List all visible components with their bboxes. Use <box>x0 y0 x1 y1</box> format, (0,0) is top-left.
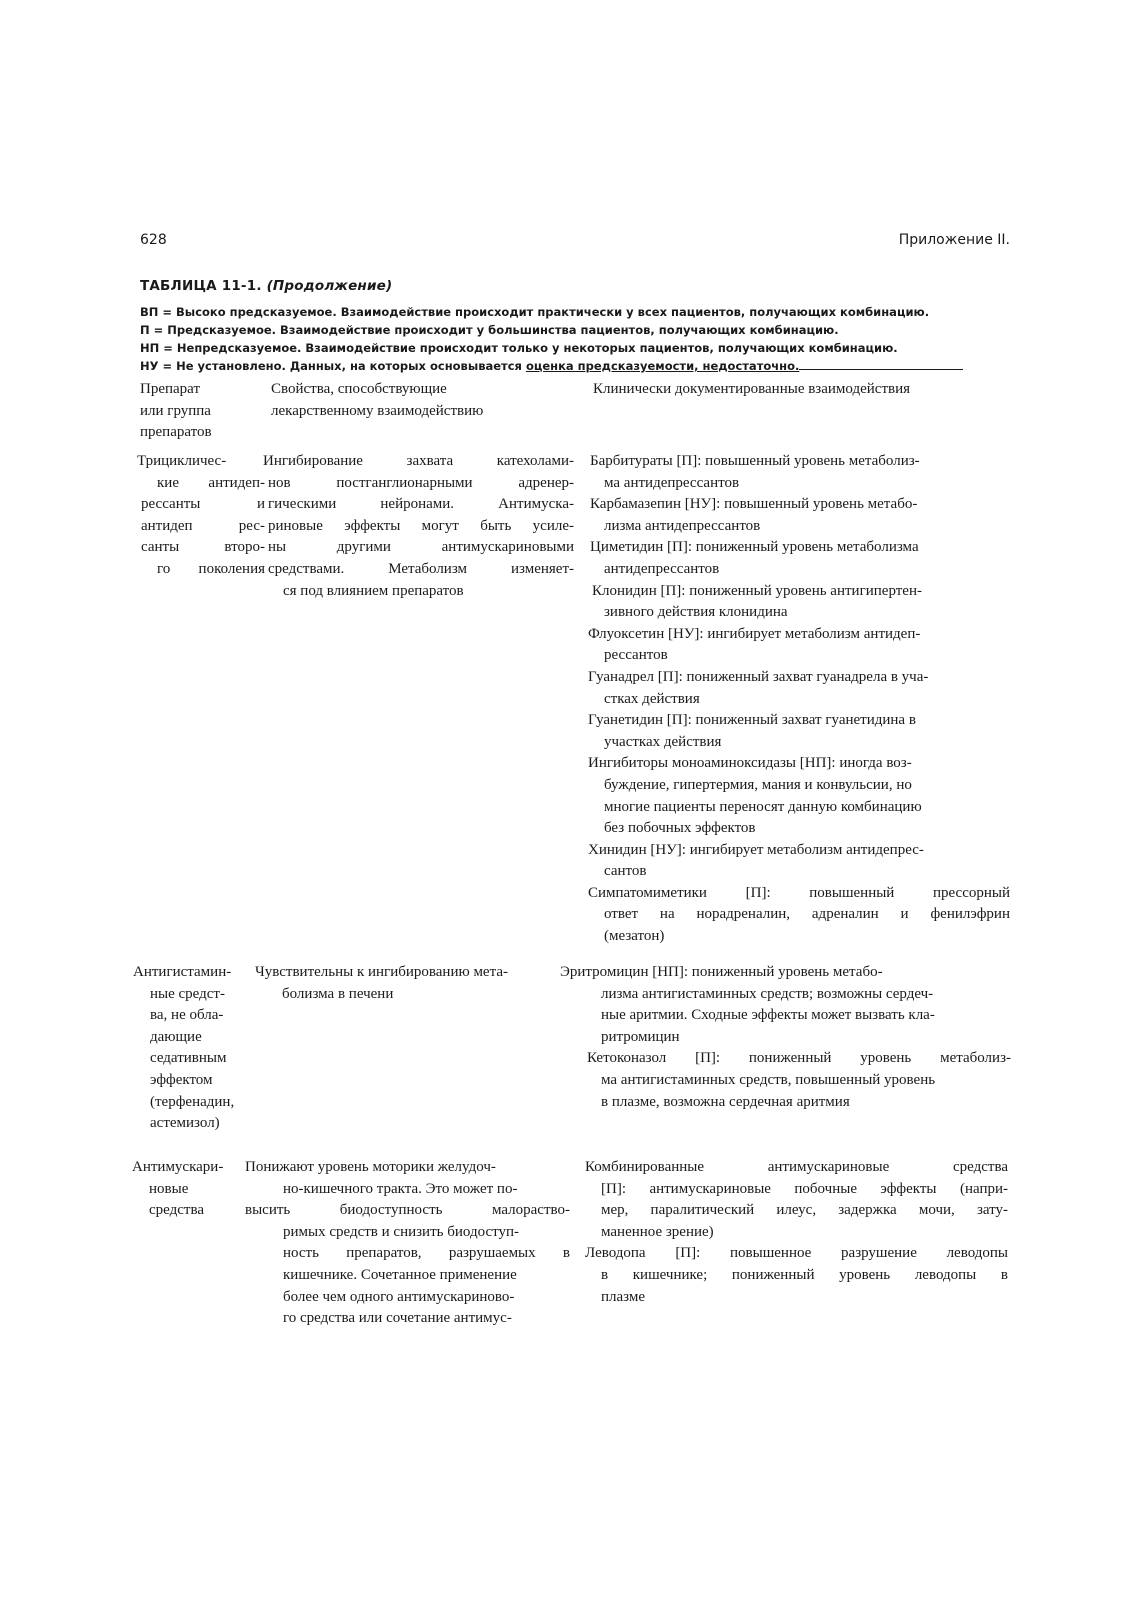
interaction-entry <box>588 451 1010 494</box>
column-header-drug <box>140 379 212 444</box>
interaction-line: в плазме, возможна сердечная аритмия <box>601 1093 850 1110</box>
row-3-interactions <box>585 1157 1008 1308</box>
interaction-line: стках действия <box>604 690 700 707</box>
column-header-interactions-line: Клинически документированные взаимодействия <box>593 381 911 397</box>
interaction-entry <box>588 624 1010 667</box>
props-line: риновые эффекты могут быть усиле- <box>268 517 574 534</box>
interaction-line: Хинидин [НУ]: ингибирует метаболизм антидепрес- <box>588 841 924 858</box>
props-line: римых средств и снизить биодоступ- <box>283 1223 520 1240</box>
row-2-drug <box>133 962 234 1135</box>
drug-line: антидеп рес- <box>141 517 265 534</box>
props-line: ся под влиянием препаратов <box>283 582 464 599</box>
interaction-line: мер, паралитический илеус, задержка мочи, зату- <box>601 1202 1008 1219</box>
interaction-line: Барбитураты [П]: повышенный уровень метаболиз- <box>590 453 920 469</box>
props-line: высить биодоступность малораство- <box>245 1202 570 1219</box>
interaction-line: Симпатомиметики [П]: повышенный прессорный <box>588 884 1010 901</box>
drug-line: астемизол) <box>150 1115 220 1132</box>
row-3-properties <box>245 1157 570 1330</box>
interaction-line: лизма антигистаминных средств; возможны сердеч- <box>601 985 934 1002</box>
legend-rule <box>799 358 963 370</box>
interaction-line: сантов <box>604 863 647 880</box>
props-line: болизма в печени <box>282 985 394 1002</box>
interaction-line: Гуанетидин [П]: пониженный захват гуанетидина в <box>588 712 916 729</box>
interaction-entry <box>588 537 1010 580</box>
interaction-line: без побочных эффектов <box>604 820 756 837</box>
drug-line: ва, не обла- <box>150 1007 224 1024</box>
interaction-entry <box>585 1243 1008 1308</box>
legend-np: НП = Непредсказуемое. Взаимодействие происходит только у некоторых пациентов, получающих комбинацию. <box>140 341 898 355</box>
props-line: ность препаратов, разрушаемых в <box>283 1245 570 1262</box>
column-header-interactions <box>593 379 910 401</box>
interaction-line: рессантов <box>604 647 668 664</box>
interaction-line: зивного действия клонидина <box>604 604 788 621</box>
interaction-line: маненное зрение) <box>601 1223 714 1240</box>
legend-vp: ВП = Высоко предсказуемое. Взаимодействие происходит практически у всех пациентов, получающих комбинацию. <box>140 305 930 319</box>
props-line: более чем одного антимускариново- <box>283 1288 515 1305</box>
interaction-entry <box>588 883 1010 948</box>
row-1-properties <box>263 451 574 602</box>
interaction-line: Флуоксетин [НУ]: ингибирует метаболизм антидеп- <box>588 625 921 642</box>
drug-line: Антимускари- <box>132 1159 224 1175</box>
interaction-line: [П]: антимускариновые побочные эффекты (напри- <box>601 1180 1008 1197</box>
props-line: нов постганглионарными адренер- <box>268 474 574 491</box>
drug-line: Антигистамин- <box>133 964 232 980</box>
props-line: но-кишечного тракта. Это может по- <box>283 1180 518 1197</box>
interaction-line: ные аритмии. Сходные эффекты может вызвать кла- <box>601 1007 935 1024</box>
interaction-line: Леводопа [П]: повышенное разрушение леводопы <box>585 1245 1008 1262</box>
drug-line: ные средст- <box>150 985 225 1002</box>
drug-line: эффектом <box>150 1071 213 1088</box>
column-header-properties <box>271 379 483 422</box>
interaction-line: Карбамазепин [НУ]: повышенный уровень метабо- <box>590 496 918 513</box>
column-header-drug-line: Препарат <box>140 381 200 397</box>
column-header-drug-line: препаратов <box>140 424 212 441</box>
interaction-line: буждение, гипертермия, мания и конвульсии, но <box>604 776 912 793</box>
interaction-line: плазме <box>601 1288 646 1305</box>
interaction-line: ответ на норадреналин, адреналин и фенилэфрин <box>604 906 1010 923</box>
drug-line: средства <box>149 1202 205 1219</box>
props-line: Ингибирование захвата катехолами- <box>263 453 574 469</box>
legend-nu <box>140 357 1010 375</box>
interaction-entry <box>560 962 1011 1048</box>
interaction-entry <box>588 710 1010 753</box>
interaction-line: Циметидин [П]: пониженный уровень метаболизма <box>590 539 919 556</box>
interaction-line: (мезатон) <box>604 928 665 945</box>
interaction-line: Эритромицин [НП]: пониженный уровень метабо- <box>560 964 883 980</box>
drug-line: Трицикличес- <box>137 453 227 469</box>
interaction-entry <box>588 667 1010 710</box>
props-line: кишечнике. Сочетанное применение <box>283 1266 517 1283</box>
running-header: Приложение II. <box>898 232 1010 248</box>
row-1-interactions <box>588 451 1010 948</box>
row-2-interactions <box>560 962 1011 1113</box>
drug-line: дающие <box>150 1028 202 1045</box>
props-line: средствами. Метаболизм изменяет- <box>268 560 574 577</box>
interaction-entry <box>588 581 1010 624</box>
interaction-entry <box>588 494 1010 537</box>
props-line: гическими нейронами. Антимуска- <box>268 496 574 513</box>
legend <box>140 303 1010 375</box>
interaction-line: Комбинированные антимускариновые средства <box>585 1159 1008 1175</box>
page-number: 628 <box>140 232 167 248</box>
legend-nu-underlined: оценка предсказуемости, недостаточно. <box>525 359 800 373</box>
interaction-line: в кишечнике; пониженный уровень леводопы в <box>601 1266 1008 1283</box>
interaction-line: ма антидепрессантов <box>604 474 740 491</box>
row-1-drug <box>137 451 265 581</box>
interaction-line: ма антигистаминных средств, повышенный уровень <box>601 1071 936 1088</box>
drug-line: санты второ- <box>141 539 265 556</box>
row-3-drug <box>132 1157 223 1222</box>
interaction-line: Кетоконазол [П]: пониженный уровень метаболиз- <box>587 1050 1011 1067</box>
drug-line: кие антидеп- <box>157 474 265 491</box>
interaction-line: лизма антидепрессантов <box>604 517 761 534</box>
props-line: ны другими антимускариновыми <box>268 539 574 556</box>
interaction-line: Гуанадрел [П]: пониженный захват гуанадрела в уча- <box>588 668 929 685</box>
column-header-properties-line: лекарственному взаимодействию <box>271 402 484 419</box>
interaction-line: Ингибиторы моноаминоксидазы [НП]: иногда воз- <box>588 755 912 772</box>
column-header-drug-line: или группа <box>140 402 211 419</box>
interaction-entry <box>560 1048 1011 1113</box>
props-line: Чувствительны к ингибированию мета- <box>255 964 508 980</box>
interaction-line: Клонидин [П]: пониженный уровень антигипертен- <box>592 582 922 599</box>
props-line: го средства или сочетание антимус- <box>283 1310 512 1327</box>
interaction-line: многие пациенты переносят данную комбинацию <box>604 798 922 815</box>
row-2-properties <box>255 962 508 1005</box>
table-title-label: ТАБЛИЦА 11-1. <box>140 278 262 294</box>
drug-line: новые <box>149 1180 189 1197</box>
interaction-line: ритромицин <box>601 1028 680 1045</box>
drug-line: го поколения <box>157 560 265 577</box>
table-title-continued: (Продолжение) <box>266 278 393 294</box>
interaction-entry <box>588 753 1010 839</box>
legend-nu-text: НУ = Не установлено. Данных, на которых основывается <box>140 359 526 373</box>
legend-p: П = Предсказуемое. Взаимодействие происходит у большинства пациентов, получающих комбинацию. <box>140 323 839 337</box>
props-line: Понижают уровень моторики желудоч- <box>245 1159 496 1175</box>
interaction-entry <box>588 840 1010 883</box>
drug-line: (терфенадин, <box>150 1093 235 1110</box>
drug-line: рессанты и <box>141 496 265 513</box>
interaction-entry <box>585 1157 1008 1243</box>
interaction-line: антидепрессантов <box>604 560 720 577</box>
interaction-line: участках действия <box>604 733 722 750</box>
table-title <box>140 278 392 294</box>
column-header-properties-line: Свойства, способствующие <box>271 381 447 397</box>
drug-line: седативным <box>150 1050 227 1067</box>
